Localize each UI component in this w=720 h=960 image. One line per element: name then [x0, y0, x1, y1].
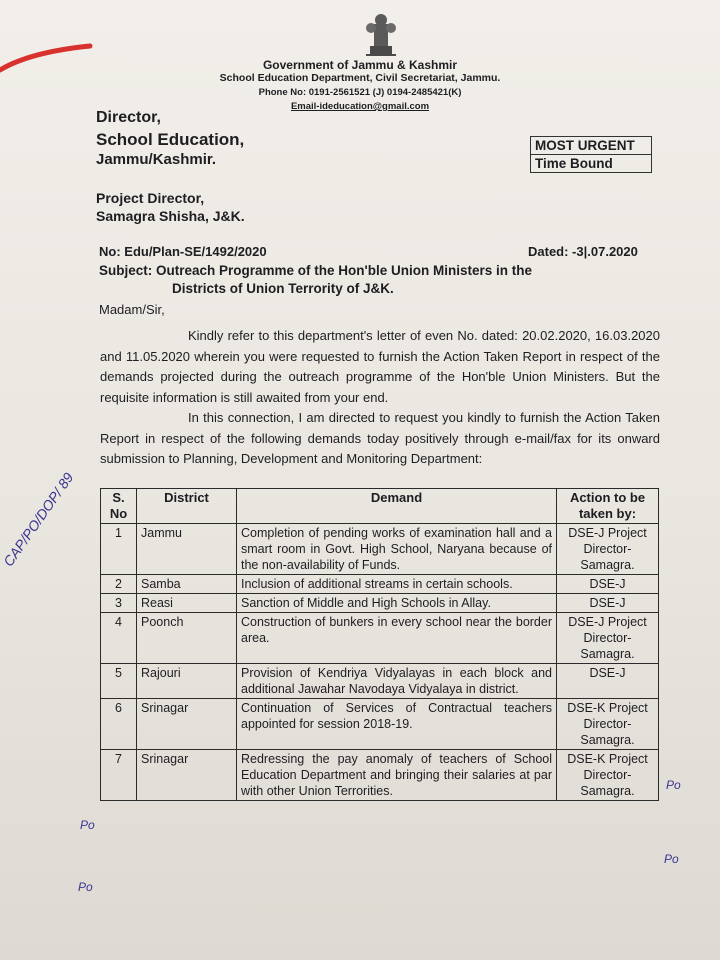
phone-line: Phone No: 0191-2561521 (J) 0194-2485421(K)	[258, 87, 462, 98]
email-line: Email-ideducation@gmail.com	[290, 101, 430, 112]
row-action: DSE-J Project Director-Samagra.	[557, 613, 659, 664]
table-row	[101, 664, 659, 699]
row-action: DSE-J	[557, 664, 659, 699]
col-header-district: District	[137, 489, 237, 524]
handwritten-margin-note: CAP/PO/DOP/ 89	[0, 469, 77, 570]
row-demand: Completion of pending works of examination hall and a smart room in Govt. High School, Naryana because of the non-availability of Funds.	[237, 524, 557, 575]
red-pen-mark	[0, 40, 110, 90]
recipient-line-1: Project Director,	[96, 190, 205, 206]
subject-line-1: Subject: Outreach Programme of the Hon'ble Union Ministers in the	[99, 263, 533, 278]
priority-box	[530, 136, 652, 173]
recipient-line-2: Samagra Shisha, J&K.	[96, 208, 245, 224]
handwritten-mark: Po	[80, 818, 95, 832]
row-demand: Continuation of Services of Contractual teachers appointed for session 2018-19.	[237, 699, 557, 750]
row-demand: Redressing the pay anomaly of teachers of School Education Department and bringing their salaries at par with other Union Terrorities.	[237, 750, 557, 801]
table-row	[101, 750, 659, 801]
col-header-sno: S. No	[101, 489, 137, 524]
row-demand: Sanction of Middle and High Schools in Allay.	[237, 594, 557, 613]
table-header-row	[101, 489, 659, 524]
addressee-line-3: Jammu/Kashmir.	[96, 151, 217, 168]
row-district: Reasi	[137, 594, 237, 613]
row-action: DSE-J	[557, 594, 659, 613]
handwritten-mark: Po	[664, 852, 679, 866]
salutation: Madam/Sir,	[99, 302, 165, 317]
col-header-demand: Demand	[237, 489, 557, 524]
row-action: DSE-J	[557, 575, 659, 594]
row-sno: 1	[101, 524, 137, 575]
row-district: Rajouri	[137, 664, 237, 699]
col-header-action: Action to be taken by:	[557, 489, 659, 524]
row-district: Poonch	[137, 613, 237, 664]
priority-most-urgent: MOST URGENT	[535, 138, 635, 153]
row-district: Srinagar	[137, 699, 237, 750]
row-sno: 4	[101, 613, 137, 664]
table-row	[101, 699, 659, 750]
govt-title: Government of Jammu & Kashmir	[262, 58, 458, 72]
table-row	[101, 524, 659, 575]
row-sno: 6	[101, 699, 137, 750]
priority-time-bound: Time Bound	[531, 154, 651, 172]
row-district: Samba	[137, 575, 237, 594]
reference-number: No: Edu/Plan-SE/1492/2020	[99, 244, 267, 259]
row-demand: Provision of Kendriya Vidyalayas in each block and additional Jawahar Navodaya Vidyalaya in district.	[237, 664, 557, 699]
row-sno: 7	[101, 750, 137, 801]
row-district: Srinagar	[137, 750, 237, 801]
department-name: School Education Department, Civil Secretariat, Jammu.	[219, 72, 501, 84]
addressee-line-2: School Education,	[96, 130, 245, 149]
table-row	[101, 575, 659, 594]
row-district: Jammu	[137, 524, 237, 575]
row-action: DSE-J Project Director-Samagra.	[557, 524, 659, 575]
table-row	[101, 613, 659, 664]
handwritten-mark: Po	[666, 778, 681, 792]
row-sno: 5	[101, 664, 137, 699]
addressee-line-1: Director,	[96, 109, 161, 126]
row-sno: 2	[101, 575, 137, 594]
emblem-icon	[356, 10, 406, 60]
body-paragraph-1: Kindly refer to this department's letter of even No. dated: 20.02.2020, 16.03.2020 and 11.05.2020 wherein you were requested to furnish the Action Taken Report in respect of the demands projected during the outreach programme of the Hon'ble Union Ministers. But the requisite information is still awaited from your end.	[100, 328, 660, 405]
handwritten-mark: Po	[78, 880, 93, 894]
table-row	[101, 594, 659, 613]
row-action: DSE-K Project Director-Samagra.	[557, 699, 659, 750]
row-demand: Construction of bunkers in every school near the border area.	[237, 613, 557, 664]
subject-line-2: Districts of Union Terrority of J&K.	[172, 281, 394, 296]
body-paragraph-2: In this connection, I am directed to request you kindly to furnish the Action Taken Report in respect of the following demands today positively through e-mail/fax for its onward submission to Planning, Development and Monitoring Department:	[100, 410, 660, 466]
row-demand: Inclusion of additional streams in certain schools.	[237, 575, 557, 594]
row-action: DSE-K Project Director-Samagra.	[557, 750, 659, 801]
row-sno: 3	[101, 594, 137, 613]
demands-table	[100, 488, 659, 801]
date-line: Dated: -3|.07.2020	[528, 244, 638, 259]
